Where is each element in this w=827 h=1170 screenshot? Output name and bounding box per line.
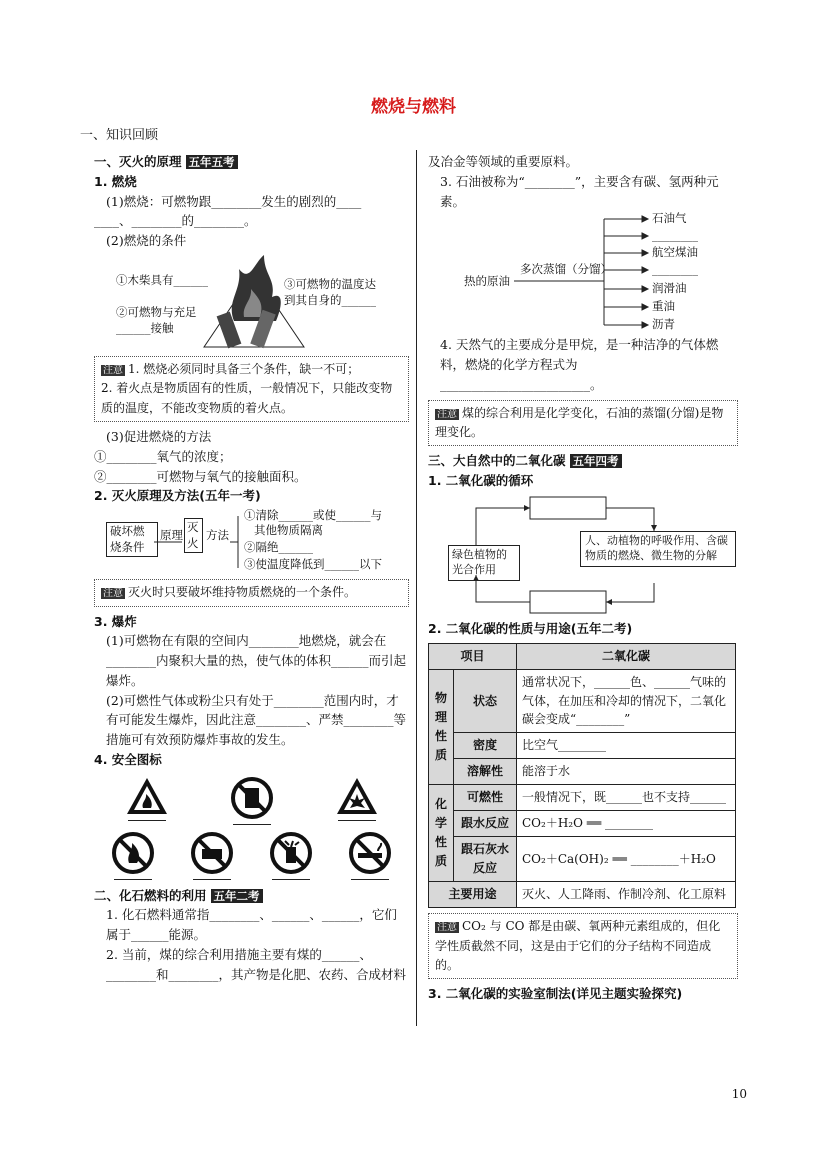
no-firecracker-sign (269, 831, 313, 880)
phys-label: 物理性质 (429, 669, 454, 785)
section-heading: 一、知识回顾 (80, 128, 159, 143)
s3-2-heading: 2. 二氧化碳的性质与用途(五年二考) (428, 620, 633, 636)
product-5: 润滑油 (652, 281, 687, 296)
petroleum-text: 3. 石油被称为“________”，主要含有碳、氢两种元素。 (440, 173, 719, 209)
ext-principle: 原理 (160, 528, 183, 543)
fire-label-3b: 到其自身的______ (284, 292, 376, 307)
ext-arrows (152, 512, 242, 572)
explosive-icon (335, 776, 379, 816)
uses-label: 主要用途 (429, 882, 517, 908)
note-label: 注意 (103, 588, 123, 600)
s1-2-heading: 2. 灭火原理及方法(五年一考) (94, 488, 261, 504)
no-smoking-sign (348, 831, 392, 880)
s2-tag: 五年二考 (211, 889, 263, 903)
flammable-sign (125, 776, 169, 825)
promote-1: ①________氧气的浓度； (94, 448, 232, 464)
fossil-fuel-1: 1. 化石燃料通常指________、______、______，它们属于______能源。 (106, 907, 397, 942)
no-fire-sign (111, 831, 155, 880)
solubility-value: 能溶于水 (517, 759, 736, 785)
fire-label-2: ②可燃物与充足 (116, 304, 197, 319)
s1-4-heading: 4. 安全图标 (94, 751, 162, 767)
no-storage-icon (230, 776, 274, 820)
ext-vert: 灭火 (184, 518, 203, 553)
co2-cycle-diagram (428, 491, 738, 619)
flammable-icon (125, 776, 169, 816)
note-label: 注意 (103, 364, 123, 376)
note2-text: 灭火时只要破坏维持物质燃烧的一个条件。 (128, 585, 357, 600)
s1-3-heading: 3. 爆炸 (94, 613, 137, 629)
product-2: ________ (652, 228, 698, 243)
note1-line-a: 1. 燃烧必须同时具备三个条件，缺一不可； (128, 361, 360, 376)
co2-properties-table (428, 643, 736, 908)
table-row (429, 811, 736, 837)
s2-heading: 二、化石燃料的利用 (94, 887, 207, 903)
fossil-fuel-2: 2. 当前，煤的综合利用措施主要有煤的______、________和________，其产物是化肥、农药、合成材料 (106, 946, 407, 982)
s3-3-heading: 3. 二氧化碳的实验室制法(详见主题实验探究) (428, 986, 683, 1002)
s3-1-heading: 1. 二氧化碳的循环 (428, 473, 534, 489)
promote-2: ②________可燃物与氧气的接触面积。 (94, 468, 307, 484)
table-row (429, 643, 736, 669)
note-box-3 (428, 400, 738, 447)
explosion-1: (1)可燃物在有限的空间内________地燃烧，就会在________内聚积大量的热，使气体的体积______而引起爆炸。 (106, 633, 407, 688)
fire-label-1: ①木柴具有______ (116, 272, 208, 287)
flammability-label: 可燃性 (454, 785, 517, 811)
extinguish-diagram (94, 506, 409, 574)
s3-tag: 五年四考 (570, 454, 622, 468)
co2-release-box: 人、动植物的呼吸作用、含碳物质的燃烧、微生物的分解 (580, 531, 736, 567)
note-label: 注意 (437, 922, 457, 934)
note1-line-b: 2. 着火点是物质固有的性质，一般情况下，只能改变物质的温度，不能改变物质的着火点。 (101, 381, 393, 415)
table-header-co2: 二氧化碳 (517, 643, 736, 669)
product-1: 石油气 (652, 211, 687, 226)
no-matches-icon (190, 831, 234, 875)
combustion-def-2: ____、________的________。 (94, 213, 257, 229)
no-smoking-icon (348, 831, 392, 875)
s1-heading: 一、灭火的原理 (94, 154, 182, 169)
distill-label: 多次蒸馏（分馏） (520, 262, 612, 277)
product-3: 航空煤油 (652, 245, 698, 260)
safety-signs-row-1 (94, 776, 409, 825)
flammability-value: 一般情况下，既______也不支持______ (517, 785, 736, 811)
ext-box: 破坏燃烧条件 (106, 522, 158, 557)
no-storage-sign (230, 776, 274, 825)
s3-heading: 三、大自然中的二氧化碳 (428, 453, 566, 469)
note3-text: 煤的综合利用是化学变化，石油的蒸馏(分馏)是物理变化。 (435, 405, 724, 439)
left-column (94, 152, 409, 984)
uses-value: 灭火、人工降雨、作制冷剂、化工原料 (517, 882, 736, 908)
note-box-1 (94, 356, 409, 422)
no-fire-icon (111, 831, 155, 875)
fire-triangle-diagram (94, 251, 409, 351)
distillation-diagram (428, 211, 738, 335)
chem-label: 化学性质 (429, 785, 454, 882)
right-column (428, 152, 738, 1004)
continued-text: 及冶金等领域的重要原料。 (428, 154, 579, 169)
no-matches-sign (190, 831, 234, 880)
note-box-4 (428, 913, 738, 979)
state-label: 状态 (454, 669, 517, 733)
product-4: ________ (652, 262, 698, 277)
table-row (429, 669, 736, 733)
limewater-label: 跟石灰水反应 (454, 837, 517, 882)
fire-label-2b: ______接触 (116, 320, 174, 335)
crude-oil-label: 热的原油 (464, 274, 510, 289)
water-reaction-label: 跟水反应 (454, 811, 517, 837)
table-row (429, 882, 736, 908)
state-value: 通常状况下，______色、______气味的气体，在加压和冷却的情况下，二氧化碳会变成“________” (517, 669, 736, 733)
water-reaction-value: CO₂＋H₂O ══ ________ (517, 811, 736, 837)
combustion-def: (1)燃烧：可燃物跟________发生的剧烈的____ (106, 193, 362, 209)
density-value: 比空气________ (517, 733, 736, 759)
natural-gas-text: 4. 天然气的主要成分是甲烷，是一种洁净的气体燃料，燃烧的化学方程式为________________________。 (440, 337, 719, 392)
note-label: 注意 (437, 408, 457, 420)
table-row (429, 759, 736, 785)
density-label: 密度 (454, 733, 517, 759)
table-row (429, 785, 736, 811)
note-box-2 (94, 579, 409, 606)
product-6: 重油 (652, 299, 675, 314)
explosive-sign (335, 776, 379, 825)
safety-signs-row-2 (94, 831, 409, 880)
table-header-item: 项目 (429, 643, 517, 669)
photosynthesis-box: 绿色植物的光合作用 (448, 545, 520, 581)
limewater-value: CO₂＋Ca(OH)₂ ══ ________＋H₂O (517, 837, 736, 882)
s1-tag: 五年五考 (186, 155, 238, 169)
combustion-conditions: (2)燃烧的条件 (106, 233, 187, 248)
promote-combustion: (3)促进燃烧的方法 (106, 429, 212, 445)
page-title: 燃烧与燃料 (371, 97, 456, 117)
table-row (429, 837, 736, 882)
explosion-2: (2)可燃性气体或粉尘只有处于________范围内时，才有可能发生爆炸，因此注意________、严禁________等措施可有效预防爆炸事故的发生。 (106, 692, 407, 747)
column-divider (416, 150, 417, 1026)
ext-method-1: ①清除______或使______与 (244, 508, 382, 523)
note4-text: CO₂ 与 CO 都是由碳、氧两种元素组成的，但化学性质截然不同，这是由于它们的分子结构不同造成的。 (435, 919, 721, 972)
ext-method-3: ③使温度降低到______以下 (244, 557, 382, 572)
table-row (429, 733, 736, 759)
ext-method-2: ②隔绝______ (244, 540, 313, 555)
page-number: 10 (731, 1087, 747, 1101)
ext-method: 方法 (206, 528, 229, 543)
ext-method-1b: 其他物质隔离 (254, 523, 323, 538)
solubility-label: 溶解性 (454, 759, 517, 785)
no-firecracker-icon (269, 831, 313, 875)
product-7: 沥青 (652, 317, 675, 332)
s1-1-heading: 1. 燃烧 (94, 173, 137, 189)
fire-label-3: ③可燃物的温度达 (284, 276, 376, 291)
